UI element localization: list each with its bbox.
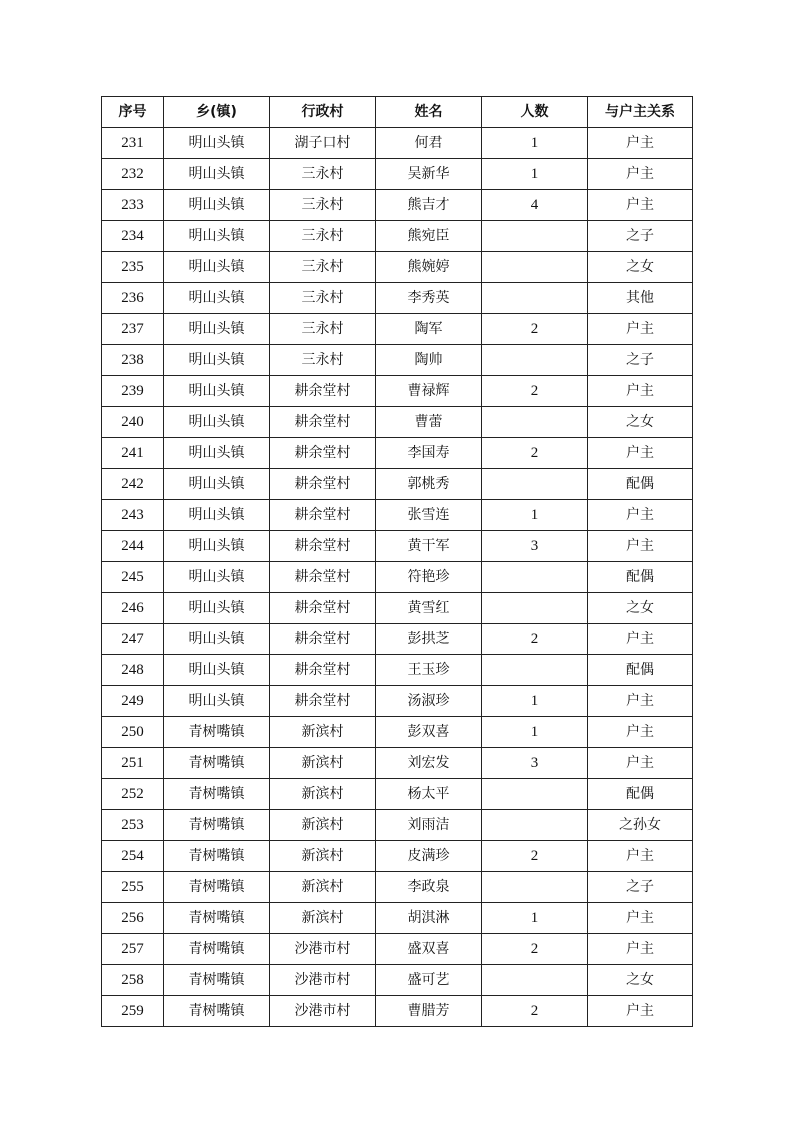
cell-village: 新滨村 [270,717,376,748]
table-row [102,996,693,1027]
cell-relation: 之女 [588,407,693,438]
cell-township: 青树嘴镇 [164,996,270,1027]
cell-relation: 之孙女 [588,810,693,841]
cell-count [482,810,588,841]
cell-count: 1 [482,686,588,717]
cell-index: 237 [102,314,164,345]
cell-index: 255 [102,872,164,903]
cell-relation: 之女 [588,965,693,996]
cell-village: 耕余堂村 [270,686,376,717]
cell-village: 新滨村 [270,779,376,810]
header-index: 序号 [102,97,164,128]
header-count: 人数 [482,97,588,128]
cell-relation: 户主 [588,531,693,562]
header-row [102,97,693,128]
cell-name: 彭双喜 [376,717,482,748]
cell-count: 1 [482,128,588,159]
cell-count [482,655,588,686]
table-row [102,686,693,717]
cell-count: 2 [482,996,588,1027]
cell-name: 黄雪红 [376,593,482,624]
cell-village: 三永村 [270,159,376,190]
cell-name: 皮满珍 [376,841,482,872]
cell-count: 1 [482,903,588,934]
table-row [102,469,693,500]
cell-village: 新滨村 [270,748,376,779]
cell-relation: 户主 [588,376,693,407]
cell-name: 王玉珍 [376,655,482,686]
cell-village: 三永村 [270,345,376,376]
cell-township: 青树嘴镇 [164,748,270,779]
table-body [102,128,693,1027]
cell-village: 耕余堂村 [270,624,376,655]
cell-relation: 户主 [588,748,693,779]
cell-village: 三永村 [270,190,376,221]
cell-township: 明山头镇 [164,531,270,562]
cell-village: 耕余堂村 [270,655,376,686]
cell-village: 沙港市村 [270,996,376,1027]
cell-count [482,965,588,996]
cell-index: 242 [102,469,164,500]
cell-count [482,345,588,376]
cell-name: 李政泉 [376,872,482,903]
cell-name: 陶帅 [376,345,482,376]
cell-name: 陶军 [376,314,482,345]
cell-name: 刘宏发 [376,748,482,779]
cell-count: 3 [482,748,588,779]
cell-village: 耕余堂村 [270,531,376,562]
cell-village: 湖子口村 [270,128,376,159]
cell-relation: 户主 [588,159,693,190]
cell-relation: 配偶 [588,562,693,593]
table-row [102,593,693,624]
cell-relation: 之子 [588,345,693,376]
table-row [102,872,693,903]
table-row [102,407,693,438]
cell-name: 李秀英 [376,283,482,314]
table-row [102,345,693,376]
cell-relation: 户主 [588,128,693,159]
cell-name: 曹禄辉 [376,376,482,407]
table-row [102,624,693,655]
cell-relation: 之女 [588,593,693,624]
table-row [102,810,693,841]
cell-count [482,407,588,438]
cell-index: 252 [102,779,164,810]
cell-count: 3 [482,531,588,562]
cell-relation: 户主 [588,717,693,748]
cell-name: 熊宛臣 [376,221,482,252]
cell-village: 沙港市村 [270,934,376,965]
table-row [102,655,693,686]
cell-township: 明山头镇 [164,376,270,407]
cell-name: 黄干军 [376,531,482,562]
table-row [102,779,693,810]
cell-village: 新滨村 [270,903,376,934]
table-row [102,221,693,252]
cell-village: 耕余堂村 [270,593,376,624]
table-row [102,190,693,221]
cell-name: 胡淇淋 [376,903,482,934]
cell-index: 232 [102,159,164,190]
cell-village: 耕余堂村 [270,500,376,531]
cell-relation: 其他 [588,283,693,314]
cell-name: 熊婉婷 [376,252,482,283]
cell-relation: 配偶 [588,779,693,810]
table-row [102,841,693,872]
cell-relation: 之子 [588,872,693,903]
cell-name: 刘雨洁 [376,810,482,841]
cell-village: 耕余堂村 [270,376,376,407]
cell-township: 青树嘴镇 [164,779,270,810]
cell-index: 250 [102,717,164,748]
cell-township: 青树嘴镇 [164,717,270,748]
table-row [102,965,693,996]
cell-name: 符艳珍 [376,562,482,593]
cell-index: 247 [102,624,164,655]
cell-relation: 户主 [588,624,693,655]
cell-village: 新滨村 [270,872,376,903]
cell-township: 明山头镇 [164,190,270,221]
cell-count: 2 [482,934,588,965]
cell-index: 236 [102,283,164,314]
cell-village: 三永村 [270,314,376,345]
table-row [102,748,693,779]
cell-name: 熊吉才 [376,190,482,221]
cell-index: 240 [102,407,164,438]
cell-count: 1 [482,717,588,748]
cell-relation: 户主 [588,996,693,1027]
cell-township: 明山头镇 [164,221,270,252]
cell-index: 241 [102,438,164,469]
cell-township: 明山头镇 [164,469,270,500]
cell-relation: 户主 [588,686,693,717]
cell-township: 青树嘴镇 [164,903,270,934]
cell-township: 明山头镇 [164,438,270,469]
cell-index: 257 [102,934,164,965]
cell-count [482,221,588,252]
cell-township: 明山头镇 [164,593,270,624]
cell-index: 249 [102,686,164,717]
cell-township: 青树嘴镇 [164,810,270,841]
cell-village: 耕余堂村 [270,407,376,438]
cell-count [482,562,588,593]
cell-count [482,593,588,624]
cell-index: 234 [102,221,164,252]
table-row [102,562,693,593]
cell-index: 246 [102,593,164,624]
table-row [102,128,693,159]
cell-count: 1 [482,159,588,190]
cell-relation: 户主 [588,314,693,345]
cell-relation: 之女 [588,252,693,283]
cell-township: 青树嘴镇 [164,841,270,872]
cell-township: 明山头镇 [164,314,270,345]
cell-relation: 户主 [588,903,693,934]
table-row [102,283,693,314]
cell-name: 吴新华 [376,159,482,190]
cell-township: 明山头镇 [164,562,270,593]
table-row [102,159,693,190]
cell-relation: 之子 [588,221,693,252]
table-row [102,376,693,407]
cell-relation: 户主 [588,934,693,965]
cell-name: 郭桃秀 [376,469,482,500]
cell-village: 三永村 [270,252,376,283]
table-row [102,438,693,469]
cell-relation: 配偶 [588,655,693,686]
cell-township: 明山头镇 [164,128,270,159]
cell-village: 新滨村 [270,841,376,872]
header-township: 乡(镇) [164,97,270,128]
cell-township: 明山头镇 [164,407,270,438]
cell-count [482,469,588,500]
cell-count: 1 [482,500,588,531]
cell-index: 233 [102,190,164,221]
cell-name: 杨太平 [376,779,482,810]
table-row [102,531,693,562]
cell-count [482,872,588,903]
cell-name: 彭拱芝 [376,624,482,655]
header-village: 行政村 [270,97,376,128]
cell-township: 明山头镇 [164,624,270,655]
table-row [102,717,693,748]
cell-name: 曹腊芳 [376,996,482,1027]
cell-index: 248 [102,655,164,686]
cell-township: 明山头镇 [164,159,270,190]
cell-relation: 配偶 [588,469,693,500]
cell-township: 青树嘴镇 [164,934,270,965]
cell-count: 2 [482,314,588,345]
cell-name: 曹蕾 [376,407,482,438]
table-row [102,314,693,345]
cell-index: 245 [102,562,164,593]
cell-count [482,283,588,314]
cell-township: 明山头镇 [164,686,270,717]
cell-village: 三永村 [270,283,376,314]
cell-relation: 户主 [588,841,693,872]
table-row [102,500,693,531]
table-row [102,903,693,934]
cell-index: 231 [102,128,164,159]
cell-township: 明山头镇 [164,500,270,531]
table-header [102,97,693,128]
cell-township: 明山头镇 [164,655,270,686]
cell-village: 耕余堂村 [270,469,376,500]
cell-relation: 户主 [588,438,693,469]
cell-index: 258 [102,965,164,996]
cell-count [482,779,588,810]
cell-count [482,252,588,283]
cell-village: 耕余堂村 [270,438,376,469]
cell-name: 盛双喜 [376,934,482,965]
cell-name: 汤淑珍 [376,686,482,717]
cell-index: 239 [102,376,164,407]
cell-township: 明山头镇 [164,345,270,376]
cell-village: 三永村 [270,221,376,252]
cell-index: 235 [102,252,164,283]
household-table [101,96,693,1027]
cell-village: 新滨村 [270,810,376,841]
cell-village: 耕余堂村 [270,562,376,593]
cell-township: 明山头镇 [164,252,270,283]
table-row [102,934,693,965]
cell-township: 青树嘴镇 [164,872,270,903]
cell-name: 张雪连 [376,500,482,531]
cell-count: 2 [482,438,588,469]
cell-index: 254 [102,841,164,872]
table-row [102,252,693,283]
cell-village: 沙港市村 [270,965,376,996]
header-name: 姓名 [376,97,482,128]
cell-index: 256 [102,903,164,934]
cell-index: 253 [102,810,164,841]
cell-count: 2 [482,376,588,407]
cell-index: 244 [102,531,164,562]
cell-count: 2 [482,624,588,655]
cell-count: 2 [482,841,588,872]
cell-index: 243 [102,500,164,531]
cell-count: 4 [482,190,588,221]
cell-index: 259 [102,996,164,1027]
cell-index: 238 [102,345,164,376]
cell-name: 李国寿 [376,438,482,469]
cell-name: 盛可艺 [376,965,482,996]
cell-township: 明山头镇 [164,283,270,314]
cell-index: 251 [102,748,164,779]
cell-township: 青树嘴镇 [164,965,270,996]
cell-relation: 户主 [588,190,693,221]
cell-name: 何君 [376,128,482,159]
cell-relation: 户主 [588,500,693,531]
header-relation: 与户主关系 [588,97,693,128]
